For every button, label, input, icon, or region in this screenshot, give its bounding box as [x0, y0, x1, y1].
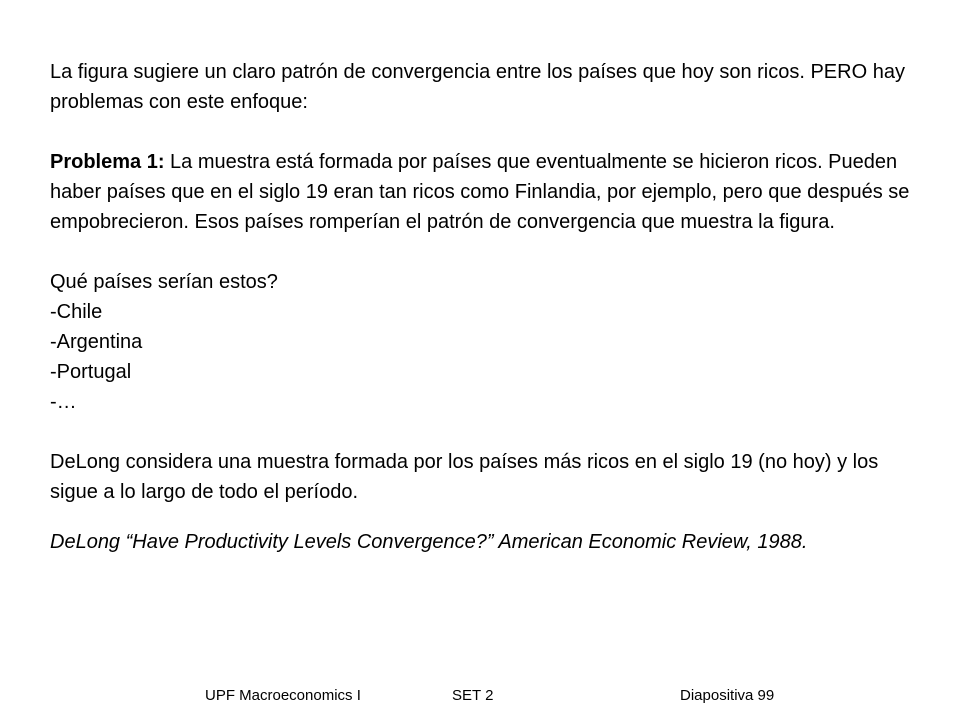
footer-set: SET 2	[452, 687, 494, 704]
intro-paragraph: La figura sugiere un claro patrón de convergencia entre los países que hoy son ricos. PERO hay problemas con este enfoque:	[50, 61, 905, 113]
footer-course: UPF Macroeconomics I	[205, 687, 361, 704]
question-line: Qué países serían estos?	[50, 271, 278, 293]
delong-paragraph: DeLong considera una muestra formada por los países más ricos en el siglo 19 (no hoy) y los sigue a lo largo de todo el período.	[50, 451, 879, 503]
country-item-argentina: -Argentina	[50, 331, 143, 353]
problem-paragraph	[50, 147, 910, 237]
slide-body	[50, 57, 910, 557]
citation: DeLong “Have Productivity Levels Convergence?” American Economic Review, 1988.	[50, 531, 808, 553]
country-item-chile: -Chile	[50, 301, 103, 323]
problem-label: Problema 1:	[50, 151, 165, 173]
slide-footer	[0, 684, 960, 708]
country-item-ellipsis: -…	[50, 391, 77, 413]
footer-slide-number: Diapositiva 99	[680, 687, 775, 704]
problem-text: La muestra está formada por países que eventualmente se hicieron ricos. Pueden haber países que en el siglo 19 eran tan ricos como Finlandia, por ejemplo, pero que después se empobrecieron. Esos países romperían el patrón de convergencia que muestra la figura.	[50, 151, 910, 233]
spacer	[50, 507, 910, 527]
spacer	[50, 117, 910, 147]
country-item-portugal: -Portugal	[50, 361, 132, 383]
spacer	[50, 237, 910, 267]
spacer	[50, 417, 910, 447]
